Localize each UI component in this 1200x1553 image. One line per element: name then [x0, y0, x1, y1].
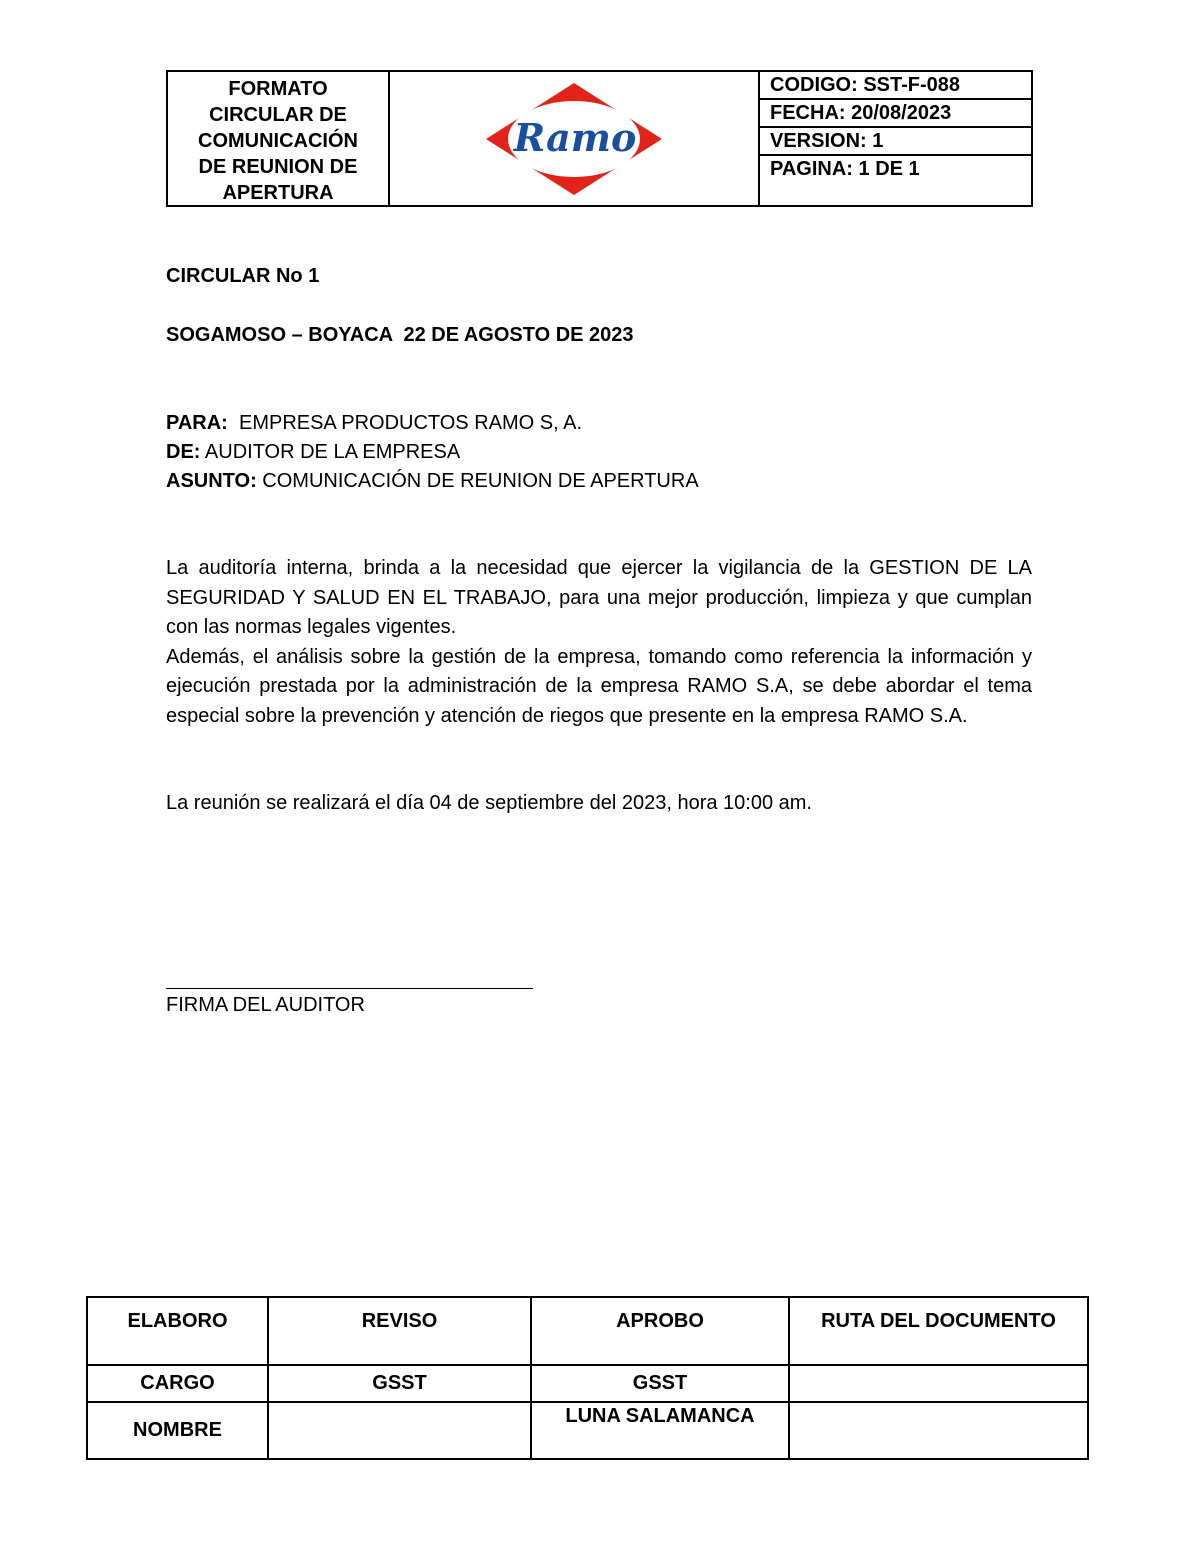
paragraph: La auditoría interna, brinda a la necesidad que ejercer la vigilancia de la GESTION DE LA SEGURIDAD Y SALUD EN EL TRABAJO, para una mejor producción, limpieza y que cumplan con las normas legales vigentes. [166, 557, 1032, 638]
format-title [168, 72, 390, 205]
asunto-line [166, 467, 699, 496]
version: VERSION: 1 [760, 128, 1031, 156]
para-label: PARA: [166, 412, 228, 434]
de-value: AUDITOR DE LA EMPRESA [200, 441, 461, 463]
cargo-ruta [789, 1365, 1088, 1402]
logo-text: Ramo [513, 114, 637, 160]
format-title-line: APERTURA [222, 181, 334, 204]
table-row [87, 1365, 1088, 1402]
header-elaboro: ELABORO [87, 1297, 268, 1365]
document-header [166, 70, 1033, 207]
nombre-reviso [268, 1402, 531, 1459]
table-row [87, 1402, 1088, 1459]
format-title-line: DE REUNION DE [198, 155, 358, 178]
signature-line [166, 988, 533, 989]
ramo-logo-icon [484, 81, 664, 197]
para-value: EMPRESA PRODUCTOS RAMO S, A. [227, 412, 583, 434]
body-text [166, 554, 1032, 731]
signature-label: FIRMA DEL AUDITOR [166, 994, 365, 1016]
fecha: FECHA: 20/08/2023 [760, 100, 1031, 128]
approval-table [86, 1296, 1089, 1460]
document-meta [760, 72, 1031, 205]
format-title-line: COMUNICACIÓN [198, 129, 358, 152]
header-ruta: RUTA DEL DOCUMENTO [789, 1297, 1088, 1365]
cargo-label: CARGO [87, 1365, 268, 1402]
circular-number: CIRCULAR No 1 [166, 265, 320, 287]
asunto-label: ASUNTO: [166, 470, 257, 492]
cargo-aprobo: GSST [531, 1365, 789, 1402]
nombre-aprobo: LUNA SALAMANCA [531, 1402, 789, 1459]
nombre-label: NOMBRE [87, 1402, 268, 1459]
paragraph: Además, el análisis sobre la gestión de la empresa, tomando como referencia la información y ejecución prestada por la administración de la empresa RAMO S.A, se debe abordar el tema especial sobre la prevención y atención de riegos que presente en la empresa RAMO S.A. [166, 645, 1032, 727]
pagina: PAGINA: 1 DE 1 [770, 158, 920, 180]
header-reviso: REVISO [268, 1297, 531, 1365]
nombre-ruta [789, 1402, 1088, 1459]
format-title-line: CIRCULAR DE [209, 103, 347, 126]
format-title-line: FORMATO [228, 77, 328, 100]
company-logo [390, 72, 760, 205]
meeting-notice: La reunión se realizará el día 04 de septiembre del 2023, hora 10:00 am. [166, 792, 812, 814]
table-row [87, 1297, 1088, 1365]
de-label: DE: [166, 441, 201, 463]
cargo-reviso: GSST [268, 1365, 531, 1402]
codigo: CODIGO: SST-F-088 [760, 72, 1031, 100]
asunto-value: COMUNICACIÓN DE REUNION DE APERTURA [256, 470, 699, 492]
header-aprobo: APROBO [531, 1297, 789, 1365]
place-date: SOGAMOSO – BOYACA 22 DE AGOSTO DE 2023 [166, 324, 634, 346]
para-line [166, 409, 582, 438]
de-line [166, 438, 460, 467]
